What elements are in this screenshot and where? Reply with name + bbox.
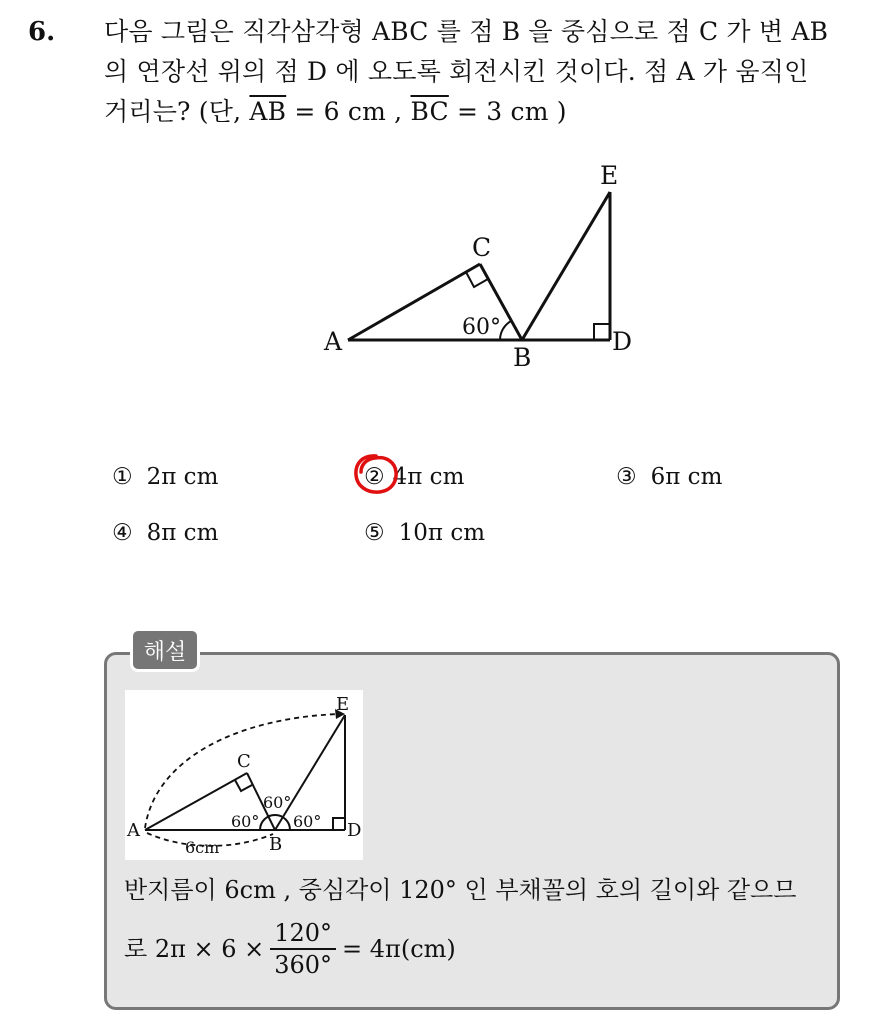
choice-4[interactable] bbox=[112, 518, 218, 548]
sol-label-d: D bbox=[347, 820, 362, 841]
segment-b-e bbox=[522, 192, 610, 340]
ab-value: = 6 cm , bbox=[286, 97, 411, 126]
label-b: B bbox=[513, 343, 532, 372]
choice-3-text: 6π cm bbox=[650, 464, 723, 490]
choice-5-number: ⑤ bbox=[364, 520, 385, 546]
choice-4-text: 8π cm bbox=[146, 520, 219, 546]
choice-1-text: 2π cm bbox=[146, 464, 219, 490]
segment-a-c bbox=[348, 264, 480, 340]
solution-fraction bbox=[270, 918, 336, 980]
sol-length-label: 6cm bbox=[185, 838, 220, 857]
choice-4-number: ④ bbox=[112, 520, 133, 546]
fraction-numerator: 120° bbox=[274, 919, 333, 947]
question-line-2: 의 연장선 위의 점 D 에 오도록 회전시킨 것이다. 점 A 가 움직인 bbox=[104, 57, 809, 86]
question-text bbox=[104, 12, 864, 132]
question-condition-prefix: 거리는? (단, bbox=[104, 97, 250, 126]
choice-2-number: ② bbox=[364, 464, 385, 490]
angle-arc-b bbox=[500, 321, 511, 340]
sol-angle-label-3: 60° bbox=[293, 812, 322, 831]
segment-ab: $\overline{AB}$ bbox=[249, 97, 287, 126]
sol-label-b: B bbox=[269, 834, 283, 855]
sol-label-c: C bbox=[237, 751, 251, 772]
label-c: C bbox=[472, 233, 492, 262]
choice-3[interactable] bbox=[616, 462, 722, 492]
choice-5[interactable] bbox=[364, 518, 485, 548]
rotation-figure bbox=[300, 150, 660, 390]
sol-angle-label-2: 60° bbox=[263, 793, 292, 812]
solution-formula-result: = 4π(cm) bbox=[342, 935, 456, 963]
right-angle-mark-d bbox=[594, 324, 610, 340]
angle-label-60: 60° bbox=[462, 315, 501, 340]
solution-text-line-1: 반지름이 6cm , 중심각이 120° 인 부채꼴의 호의 길이와 같으므 bbox=[124, 876, 797, 904]
fraction-denominator: 360° bbox=[274, 951, 333, 979]
solution-figure bbox=[125, 690, 363, 860]
choice-3-number: ③ bbox=[616, 464, 637, 490]
question-number: 6. bbox=[28, 17, 56, 47]
choice-2-text: 4π cm bbox=[392, 464, 465, 490]
question-line-3 bbox=[104, 92, 864, 132]
label-d: D bbox=[612, 327, 633, 356]
sol-right-angle-c bbox=[235, 780, 252, 791]
question-line-1: 다음 그림은 직각삼각형 ABC 를 점 B 을 중심으로 점 C 가 변 AB bbox=[104, 17, 829, 46]
segment-bc: $\overline{BC}$ bbox=[410, 97, 449, 126]
solution-formula-prefix: 로 2π × 6 × bbox=[124, 935, 265, 963]
label-e: E bbox=[600, 161, 619, 190]
solution-tag: 해설 bbox=[130, 628, 200, 672]
solution-text-line-2 bbox=[124, 918, 456, 980]
sol-label-a: A bbox=[127, 820, 140, 841]
choice-1-number: ① bbox=[112, 464, 133, 490]
sol-label-e: E bbox=[336, 694, 350, 715]
sol-angle-label-1: 60° bbox=[231, 812, 260, 831]
sol-right-angle-d bbox=[333, 818, 345, 830]
choice-5-text: 10π cm bbox=[398, 520, 486, 546]
bc-value: = 3 cm ) bbox=[448, 97, 567, 126]
choice-1[interactable] bbox=[112, 462, 218, 492]
label-a: A bbox=[324, 327, 343, 356]
answer-circle-mark bbox=[352, 452, 400, 496]
